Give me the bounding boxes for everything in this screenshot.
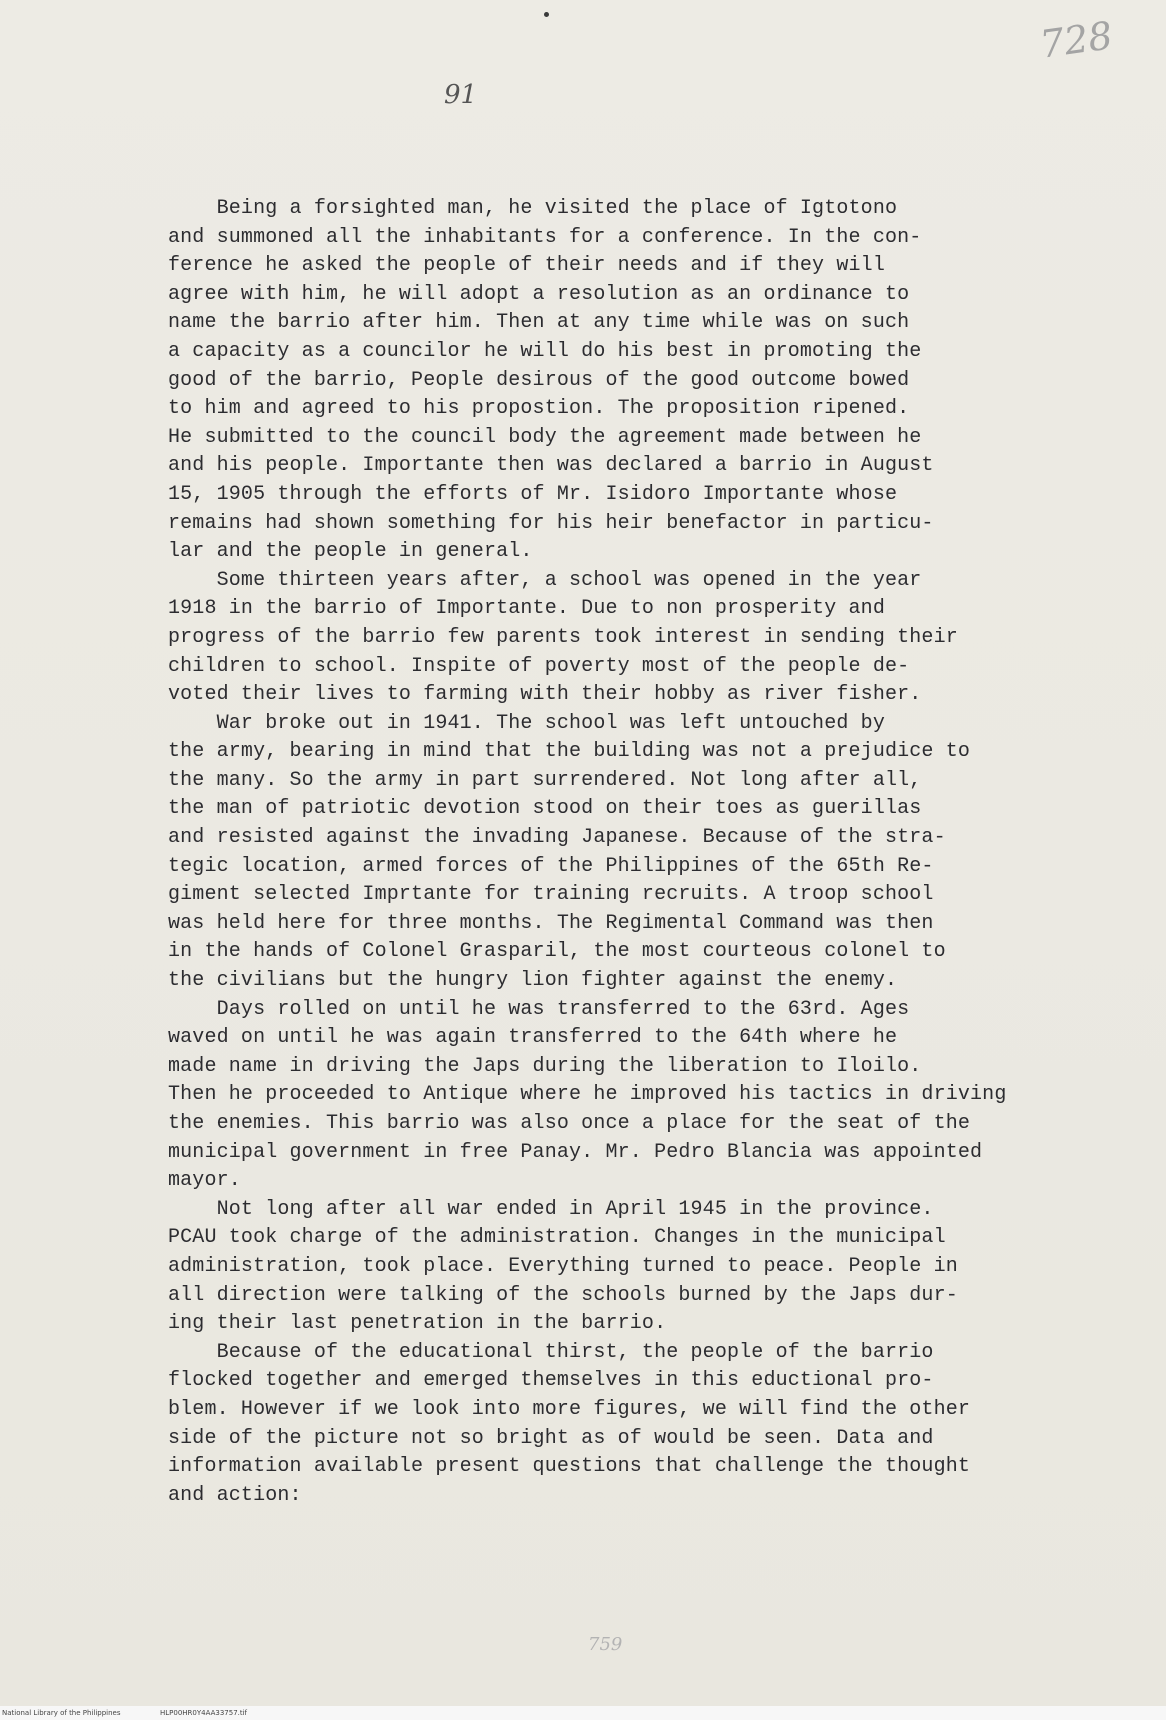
text-line: flocked together and emerged themselves in this eductional pro- (168, 1369, 934, 1393)
text-line: Days rolled on until he was transferred to the 63rd. Ages (168, 997, 910, 1021)
text-line: War broke out in 1941. The school was left untouched by (168, 711, 885, 735)
text-line: tegic location, armed forces of the Philippines of the 65th Re- (168, 854, 934, 878)
text-line: the army, bearing in mind that the building was not a prejudice to (168, 740, 971, 764)
text-line: and summoned all the inhabitants for a conference. In the con- (168, 225, 922, 249)
text-line: He submitted to the council body the agreement made between he (168, 425, 922, 449)
footer-library-name: National Library of the Philippines (2, 1709, 121, 1717)
text-line: all direction were talking of the schools burned by the Japs dur- (168, 1283, 958, 1307)
text-line: side of the picture not so bright as of would be seen. Data and (168, 1426, 934, 1450)
text-line: the civilians but the hungry lion fighter against the enemy. (168, 969, 898, 993)
text-line: and his people. Importante then was declared a barrio in August (168, 454, 934, 478)
text-line: the man of patriotic devotion stood on their toes as guerillas (168, 797, 922, 821)
text-line: ference he asked the people of their needs and if they will (168, 254, 885, 278)
text-line: Then he proceeded to Antique where he improved his tactics in driving (168, 1083, 1007, 1107)
text-line: Being a forsighted man, he visited the place of Igtotono (168, 197, 898, 220)
text-line: Some thirteen years after, a school was opened in the year (168, 568, 922, 592)
text-line: lar and the people in general. (168, 540, 533, 564)
text-line: information available present questions that challenge the thought (168, 1455, 971, 1479)
text-line: and resisted against the invading Japanese. Because of the stra- (168, 826, 946, 850)
ink-dot (544, 12, 549, 17)
handwritten-stamp-number: 759 (588, 1634, 623, 1655)
text-line: the many. So the army in part surrendered. Not long after all, (168, 768, 922, 792)
text-line: mayor. (168, 1169, 241, 1193)
text-line: voted their lives to farming with their hobby as river fisher. (168, 683, 922, 707)
text-line: Because of the educational thirst, the people of the barrio (168, 1340, 934, 1364)
text-line: made name in driving the Japs during the liberation to Iloilo. (168, 1054, 922, 1078)
text-line: 15, 1905 through the efforts of Mr. Isidoro Importante whose (168, 482, 898, 506)
text-line: waved on until he was again transferred to the 64th where he (168, 1026, 898, 1050)
text-line: name the barrio after him. Then at any time while was on such (168, 311, 910, 335)
text-line: was held here for three months. The Regimental Command was then (168, 911, 934, 935)
text-line: to him and agreed to his propostion. The proposition ripened. (168, 397, 910, 421)
text-line: and action: (168, 1483, 302, 1507)
text-line: administration, took place. Everything turned to peace. People in (168, 1254, 958, 1278)
text-line: ing their last penetration in the barrio. (168, 1312, 667, 1336)
text-line: giment selected Imprtante for training recruits. A troop school (168, 883, 934, 907)
text-line: PCAU took charge of the administration. Changes in the municipal (168, 1226, 946, 1250)
text-line: a capacity as a councilor he will do his best in promoting the (168, 339, 922, 363)
text-line: 1918 in the barrio of Importante. Due to non prosperity and (168, 597, 885, 621)
text-line: in the hands of Colonel Grasparil, the most courteous colonel to (168, 940, 946, 964)
footer-file-id: HLP00HR0Y4AA33757.tif (160, 1709, 248, 1717)
handwritten-archive-number: 728 (1037, 13, 1116, 67)
text-line: blem. However if we look into more figures, we will find the other (168, 1397, 971, 1421)
text-line: Not long after all war ended in April 1945 in the province. (168, 1197, 934, 1221)
typewritten-body (168, 195, 1128, 1510)
text-line: children to school. Inspite of poverty most of the people de- (168, 654, 910, 678)
text-line: municipal government in free Panay. Mr. Pedro Blancia was appointed (168, 1140, 983, 1164)
text-line: the enemies. This barrio was also once a place for the seat of the (168, 1112, 971, 1135)
text-line: agree with him, he will adopt a resolution as an ordinance to (168, 282, 910, 306)
text-line: remains had shown something for his heir benefactor in particu- (168, 511, 934, 535)
text-line: good of the barrio, People desirous of the good outcome bowed (168, 368, 910, 392)
handwritten-page-number: 91 (444, 80, 478, 110)
text-line: progress of the barrio few parents took interest in sending their (168, 625, 958, 649)
